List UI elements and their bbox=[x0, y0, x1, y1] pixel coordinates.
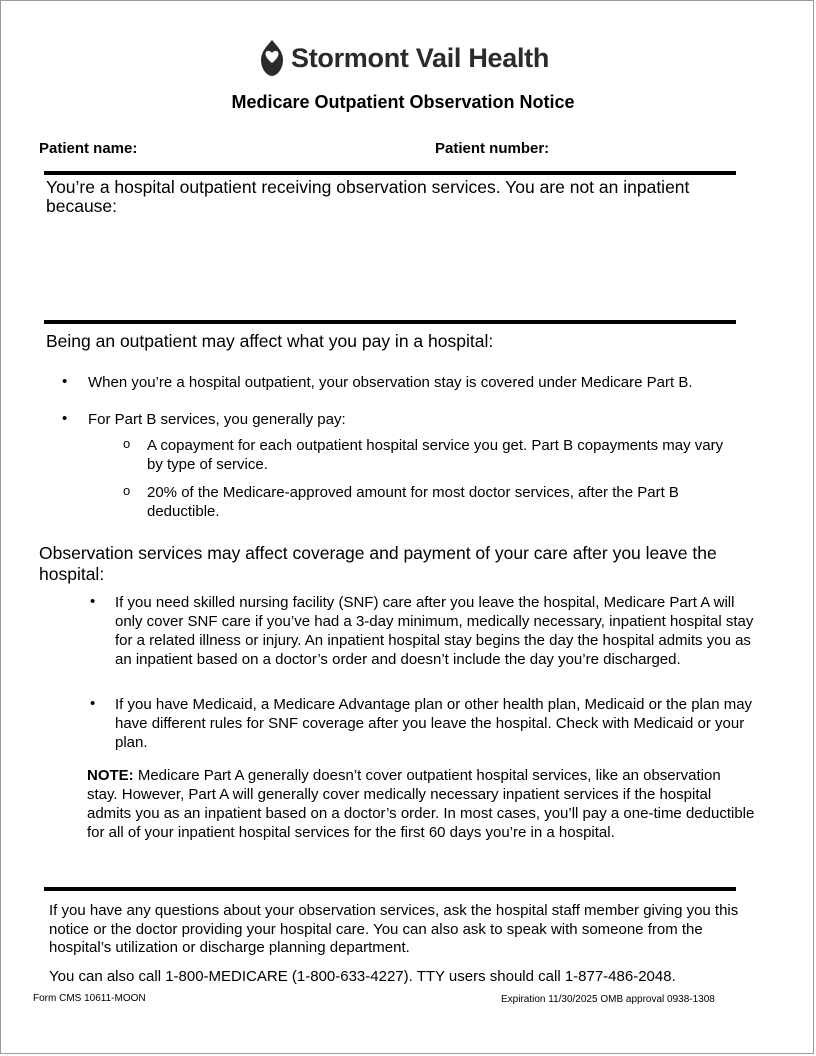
patient-name-label: Patient name: bbox=[39, 140, 138, 157]
not-inpatient-text: You’re a hospital outpatient receiving observation services. You are not an inpatient because: bbox=[46, 177, 690, 216]
section-divider bbox=[44, 171, 736, 175]
contact-text: You can also call 1-800-MEDICARE (1-800-633-4227). TTY users should call 1-877-486-2048. bbox=[49, 968, 676, 985]
patient-number-label: Patient number: bbox=[435, 140, 550, 157]
form-id: Form CMS 10611-MOON bbox=[33, 993, 146, 1004]
sub-bullet-icon: o bbox=[123, 483, 131, 498]
list-item: When you’re a hospital outpatient, your observation stay is covered under Medicare Part B. bbox=[88, 374, 693, 391]
section-heading: Being an outpatient may affect what you pay in a hospital: bbox=[46, 331, 494, 351]
list-item: 20% of the Medicare-approved amount for most doctor services, after the Part B deductible. bbox=[147, 484, 679, 520]
list-item: If you need skilled nursing facility (SNF) care after you leave the hospital, Medicare Part A will only cover SNF care if you’ve had a 3-day minimum, medically necessary, inpatient hospital stay for a related illness or injury. An inpatient hospital stay begins the day the hospital admits you as an inpatient based on a doctor’s order and doesn’t include the day you’re discharged. bbox=[115, 594, 754, 668]
logo-text: Stormont Vail Health bbox=[291, 42, 550, 73]
section-divider bbox=[44, 887, 736, 891]
note-paragraph bbox=[87, 766, 755, 842]
drop-heart-icon bbox=[259, 39, 285, 77]
brand-logo bbox=[259, 38, 549, 78]
list-item: If you have Medicaid, a Medicare Advantage plan or other health plan, Medicaid or the plan may have different rules for SNF coverage after you leave the hospital. Check with Medicaid or your plan. bbox=[115, 696, 753, 751]
note-text: Medicare Part A generally doesn’t cover outpatient hospital services, like an observation stay. However, Part A will generally cover medically necessary inpatient services if the hospital admits you as an inpatient based on a doctor’s order. In most cases, you’ll pay a one-time deductible for all of your inpatient hospital services for the first 60 days you’re in a hospital. bbox=[87, 767, 755, 841]
note-label: NOTE: bbox=[87, 767, 134, 784]
questions-text: If you have any questions about your observation services, ask the hospital staff member giving you this notice or the doctor providing your hospital care. You can also ask to speak with someone from the hospital’s utilization or discharge planning department. bbox=[49, 902, 739, 956]
page-title: Medicare Outpatient Observation Notice bbox=[231, 92, 575, 112]
list-item: A copayment for each outpatient hospital service you get. Part B copayments may vary by type of service. bbox=[147, 437, 724, 473]
section-heading: Observation services may affect coverage and payment of your care after you leave the hospital: bbox=[39, 543, 717, 584]
section-divider bbox=[44, 320, 736, 324]
omb-expiration: Expiration 11/30/2025 OMB approval 0938-1308 bbox=[501, 994, 715, 1005]
bullet-icon: • bbox=[62, 410, 68, 427]
list-item: For Part B services, you generally pay: bbox=[88, 411, 346, 428]
bullet-icon: • bbox=[90, 695, 96, 712]
sub-bullet-icon: o bbox=[123, 436, 131, 451]
bullet-icon: • bbox=[90, 593, 96, 610]
bullet-icon: • bbox=[62, 373, 68, 390]
